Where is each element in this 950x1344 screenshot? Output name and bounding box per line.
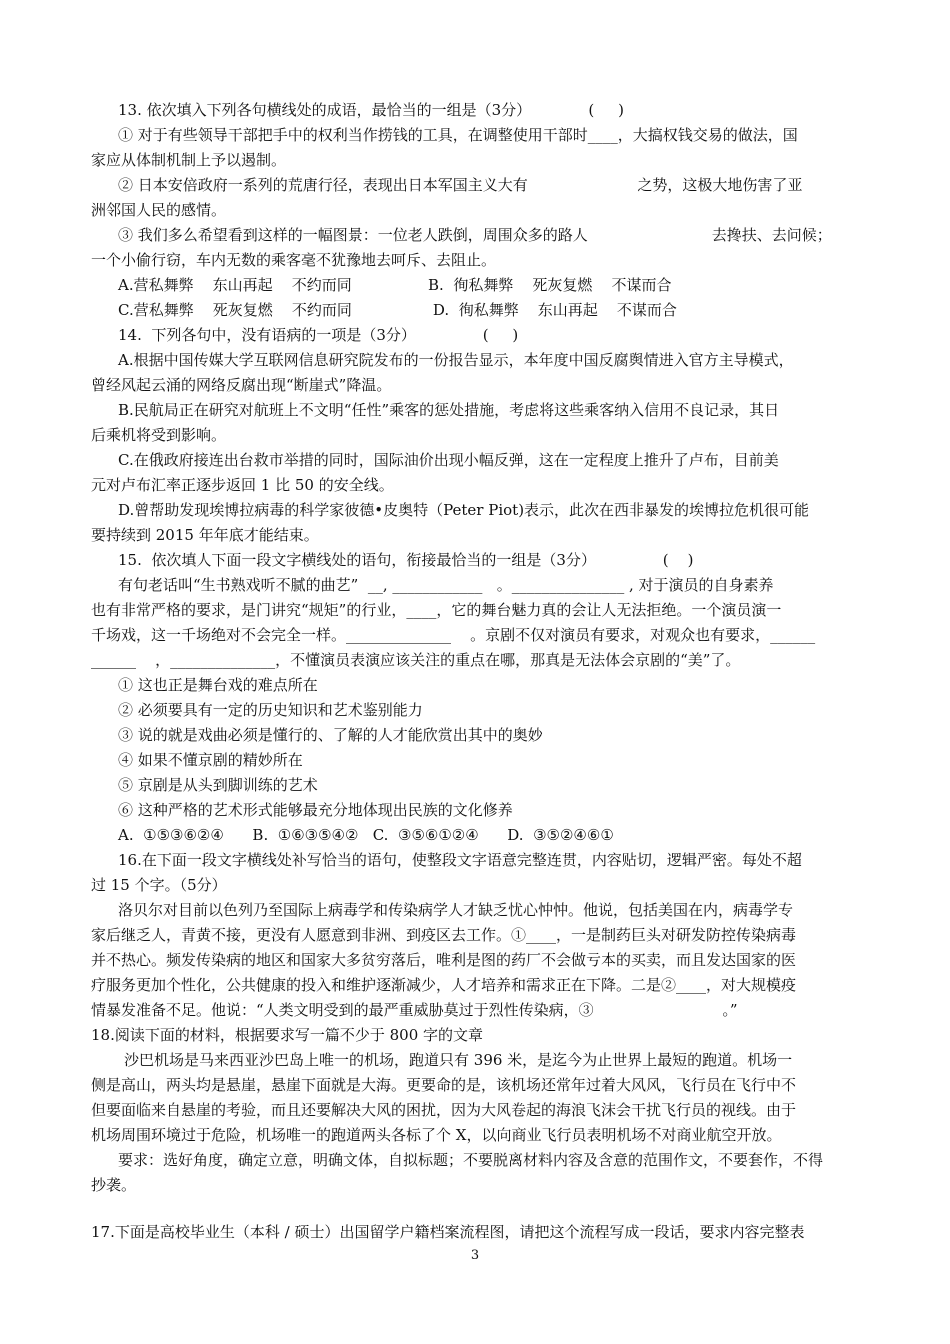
q15-item-4: ④ 如果不懂京剧的精妙所在 (118, 751, 303, 769)
q13-sentence-1-line-1: ① 对于有些领导干部把手中的权利当作捞钱的工具，在调整使用干部时____，大搞权钱交易的做法，国 (118, 126, 798, 144)
q16-stem-line-1: 16.在下面一段文字横线处补写恰当的语句，使整段文字语意完整连贯，内容贴切，逻辑严密。每处不超 (118, 851, 802, 869)
q18-material-line-4: 机场周围环境过于危险，机场唯一的跑道两头各标了个 X，以向商业飞行员表明机场不对商业航空开放。 (91, 1126, 782, 1144)
q15-passage-line-1: 有句老话叫“生书熟戏听不腻的曲艺” __, ____________ 。_______________ , 对于演员的自身素养 (118, 576, 774, 594)
q14-option-a-line-2: 曾经风起云涌的网络反腐出现“断崖式”降温。 (91, 376, 392, 394)
q16-passage-line-5: 情暴发准备不足。他说：“人类文明受到的最严重威胁莫过于烈性传染病，③ 。” (91, 1001, 738, 1019)
q14-option-a-line-1: A.根据中国传媒大学互联网信息研究院发布的一份报告显示，本年度中国反腐舆情进入官方主导模式， (118, 351, 794, 369)
q16-passage-line-2: 家后继乏人，青黄不接，更没有人愿意到非洲、到疫区去工作。①____，一是制药巨头对研发防控传染病毒 (91, 926, 797, 944)
q18-stem: 18.阅读下面的材料，根据要求写一篇不少于 800 字的文章 (91, 1026, 484, 1044)
q13-sentence-3-line-2: 一个小偷行窃，车内无数的乘客毫不犹豫地去呵斥、去阻止。 (91, 251, 497, 269)
q15-item-6: ⑥ 这种严格的艺术形式能够最充分地体现出民族的文化修养 (118, 801, 513, 819)
q13-sentence-1-line-2: 家应从体制机制上予以遏制。 (91, 151, 287, 169)
q15-item-3: ③ 说的就是戏曲必须是懂行的、了解的人才能欣赏出其中的奥妙 (118, 726, 543, 744)
q13-sentence-2-line-2: 洲邻国人民的感情。 (91, 201, 227, 219)
page-number: 3 (470, 1248, 480, 1263)
q14-option-c-line-1: C.在俄政府接连出台救市举措的同时，国际油价出现小幅反弹，这在一定程度上推升了卢布，目前美 (118, 451, 779, 469)
q14-option-b-line-1: B.民航局正在研究对航班上不文明“任性”乘客的惩处措施，考虑将这些乘客纳入信用不良记录，其日 (118, 401, 780, 419)
q13-sentence-3-line-1: ③ 我们多么希望看到这样的一幅图景：一位老人跌倒，周围众多的路人 去搀扶、去问候； (118, 226, 832, 244)
q15-options: A. ①⑤③⑥②④ B. ①⑥③⑤④② C. ③⑤⑥①②④ D. ③⑤②④⑥① (118, 826, 614, 844)
q16-stem-line-2: 过 15 个字。（5分） (91, 876, 227, 894)
q15-item-2: ② 必须要具有一定的历史知识和艺术鉴别能力 (118, 701, 423, 719)
q13-options-ab: A.营私舞弊 东山再起 不约而同 B. 徇私舞弊 死灰复燃 不谋而合 (118, 276, 672, 294)
q18-material-line-1: 沙巴机场是马来西亚沙巴岛上唯一的机场，跑道只有 396 米，是迄今为止世界上最短的跑道。机场一 (124, 1051, 793, 1069)
q15-passage-line-4: ______ ，______________，不懂演员表演应该关注的重点在哪，那真是无法体会京剧的“美”了。 (91, 651, 741, 669)
q16-passage-line-3: 并不热心。频发传染病的地区和国家大多贫穷落后，唯利是图的药厂不会做亏本的买卖，而且发达国家的医 (91, 951, 797, 969)
q16-passage-line-4: 疗服务更加个性化，公共健康的投入和维护逐渐减少，人才培养和需求正在下降。二是②____，对大规模疫 (91, 976, 797, 994)
q18-material-line-3: 但要面临来自悬崖的考验，而且还要解决大风的困扰，因为大风卷起的海浪飞沫会干扰飞行员的视线。由于 (91, 1101, 797, 1119)
q18-material-line-2: 侧是高山，两头均是悬崖，悬崖下面就是大海。更要命的是，该机场还常年过着大风风，飞行员在飞行中不 (91, 1076, 797, 1094)
q15-item-1: ① 这也正是舞台戏的难点所在 (118, 676, 318, 694)
q14-option-b-line-2: 后乘机将受到影响。 (91, 426, 227, 444)
q15-item-5: ⑤ 京剧是从头到脚训练的艺术 (118, 776, 318, 794)
q14-option-c-line-2: 元对卢布汇率正逐步返回 1 比 50 的安全线。 (91, 476, 394, 494)
q13-stem: 13. 依次填入下列各句横线处的成语，最恰当的一组是（3分） ( ) (118, 101, 624, 119)
q13-sentence-2-line-1: ② 日本安倍政府一系列的荒唐行径，表现出日本军国主义大有 之势，这极大地伤害了亚 (118, 176, 803, 194)
q15-passage-line-3: 千场戏，这一千场绝对不会完全一样。______________ 。京剧不仅对演员有要求，对观众也有要求，______ (91, 626, 816, 644)
q18-requirement-line-1: 要求：选好角度，确定立意，明确文体，自拟标题；不要脱离材料内容及含意的范围作文，不要套作，不得 (118, 1151, 824, 1169)
q14-option-d-line-2: 要持续到 2015 年年底才能结束。 (91, 526, 319, 544)
q14-stem: 14. 下列各句中，没有语病的一项是（3分） ( ) (118, 326, 519, 344)
q18-requirement-line-2: 抄袭。 (91, 1176, 137, 1194)
q17-stem: 17.下面是高校毕业生（本科 / 硕士）出国留学户籍档案流程图，请把这个流程写成一段话，要求内容完整表 (91, 1223, 805, 1241)
q15-passage-line-2: 也有非常严格的要求，是门讲究“规矩”的行业，____，它的舞台魅力真的会让人无法拒绝。一个演员演一 (91, 601, 782, 619)
q14-option-d-line-1: D.曾帮助发现埃博拉病毒的科学家彼德•皮奥特（Peter Piot)表示，此次在西非暴发的埃博拉危机很可能 (118, 501, 810, 519)
q16-passage-line-1: 洛贝尔对目前以色列乃至国际上病毒学和传染病学人才缺乏忧心忡忡。他说，包括美国在内，病毒学专 (118, 901, 794, 919)
q13-options-cd: C.营私舞弊 死灰复燃 不约而同 D. 徇私舞弊 东山再起 不谋而合 (118, 301, 677, 319)
q15-stem: 15. 依次填人下面一段文字横线处的语句，衔接最恰当的一组是（3分） ( ) (118, 551, 694, 569)
